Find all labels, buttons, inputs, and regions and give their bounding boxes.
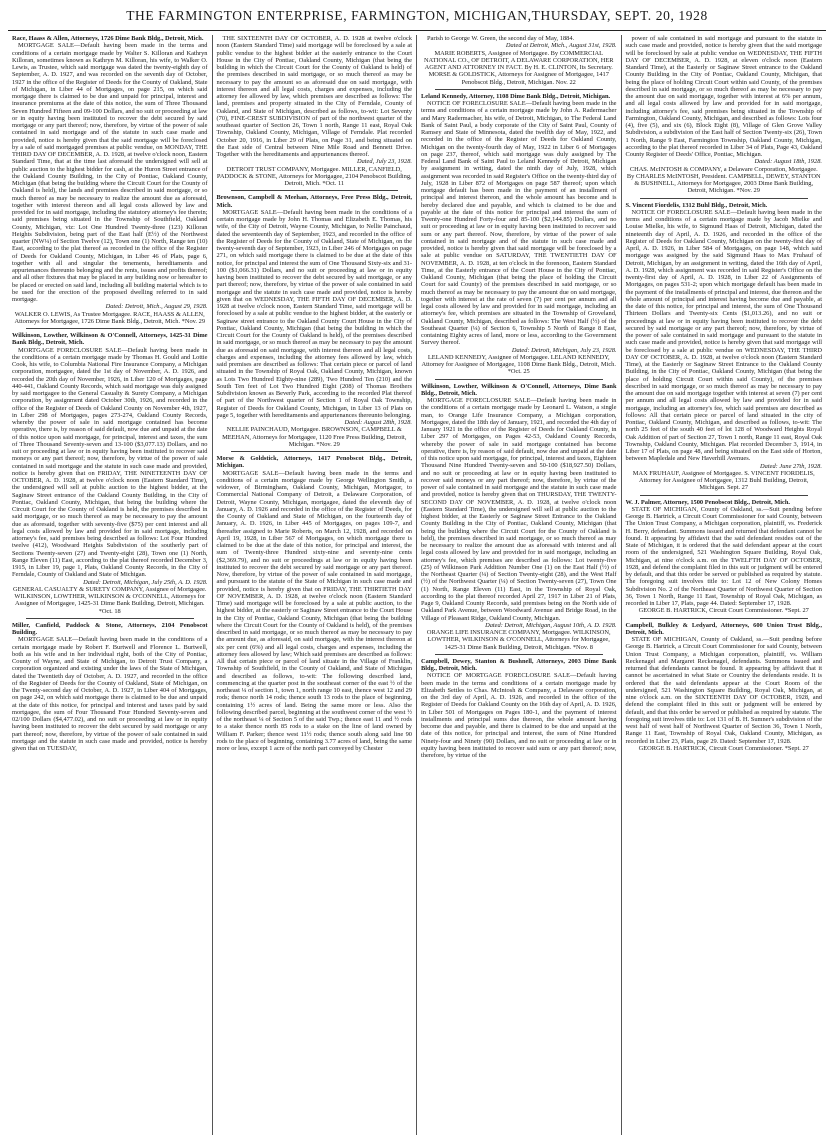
notice-date: Dated: Detroit, Michigan, July 23, 1928. [511, 346, 617, 354]
notice-date: Dated: Detroit, Michigan, August 10th, A. D. 1928. [485, 621, 617, 629]
notice-signature: GENERAL CASUALTY & SURETY COMPANY, Assignee of Mortgagee. WILKINSON, LOWTHER, WILKINSON & O'CONNELL, Attorneys for Assignee of Mortgagee, 1425-31 Dime Bank Building, Detroit, Michigan. *Oct. 18 [13, 585, 207, 615]
legal-notice [217, 455, 413, 752]
notice-signature: WALKER O. LEWIS, As Trustee Mortgagee. RACE, HAASS & ALLEN, Attorneys for Mortgagee, 1726 Dime Bank Bldg., Detroit, Mich. *Nov. 29 [14, 310, 206, 325]
notice-body: STATE OF MICHIGAN, County of Oakland, ss.—Suit pending before George B. Hartrick, a Circuit Court Commissioner for said County, between The Union Trust Company, a Michigan corporation, plaintiff, vs. Frederick H. Berry, defendant. Summons issued and returned that defendant cannot be found. It appearing by affidavit that the said defendant resides out of the State of Michigan, it is ordered that the said defendant appear at the court room of the undersigned, 521 Washington Square Building, Royal Oak, Michigan, at nine o'clock a.m. on the TWELFTH DAY OF OCTOBER, 1928, and defend the complaint filed in this suit or judgment will be entered by default, and that this order be served or published as required by statute. The foregoing suit involves title to: Lot 12 of New Colony Homes Subdivision No. 2 of the Northeast Quarter of Northwest Quarter of Section 36, Town 1 North, Range 11 East, Township of Royal Oak, Michigan, as recorded in Liber 17, Plats, page 44. Dated: September 17, 1928. [625, 505, 822, 607]
notice-body: Parish to George W. Green, the second day of May, 1884. [427, 35, 575, 42]
column-2 [213, 35, 418, 1135]
notice-separator [435, 89, 603, 90]
legal-notice [12, 35, 208, 325]
notice-heading: Race, Haass & Allen, Attorneys, 1726 Dime Bank Bldg., Detroit, Mich. [12, 35, 204, 42]
notice-date: Dated: June 27th, 1928. [760, 462, 822, 470]
legal-notice [217, 35, 413, 187]
notice-separator [435, 654, 603, 655]
notice-signature: MARIE ROBERTS, Assignee of Mortgagee. By COMMERCIAL NATIONAL CO., OF DETROIT, A DELAWARE CORPORATION, HER AGENT AND ATTORNEY IN FACT. By H. E. CLINTON, Its Secretary. MORSE & GOLDSTICK, Attorneys for Assignee of Mortgagee, 1417 Penobscot Bldg., Detroit, Michigan. Nov. 22 [423, 49, 614, 86]
legal-notice [421, 93, 617, 376]
notice-separator [640, 198, 808, 199]
legal-notice [421, 35, 617, 86]
notice-separator [26, 328, 194, 329]
notice-heading: Brownson, Campbell & Meehan, Attorneys, Free Press Bldg., Detroit, Mich. [216, 194, 412, 209]
notice-body: NOTICE OF MORTGAGE FORECLOSURE SALE—Default having been made in the terms and conditions of a certain mortgage made by Elizabeth Settles to Chas. McIntosh & Company, a Delaware corporation, on the 3rd day of April, A. D. 1926, and recorded in the office of the Register of Deeds for Oakland County on the 16th day of April, A. D. 1926, in Liber 501 of Mortgages on Pages 180-1, and the payment of interest installments and principal sums due thereon, the whole amount having become due and payable, and there is claimed to be due and unpaid at the date of this notice, for principal and interest, the sum of Nine Hundred Ninety-four and Ninety (90) Dollars, and no suit or proceeding at law or in equity having been instituted to recover said sum or any part thereof; now, therefore, by virtue of the [421, 672, 617, 759]
notice-date: Dated, July 23, 1928. [356, 158, 412, 166]
legal-notice [421, 658, 617, 760]
notice-body: THE SIXTEENTH DAY OF OCTOBER, A. D. 1928 at twelve o'clock noon (Eastern Standard Time) said mortgage will be foreclosed by a sale at public vendue to the highest bidder at the easterly entrance to the Court House in the City of Pontiac, Oakland County, Michigan (that being the building in which the Circuit Court for the County of Oakland is held) of the premises described in said mortgage, or so much thereof as may be necessary to pay the amount so as aforesaid due on said mortgage, with interest thereon and all legal costs, charges and expenses, including the attorney fee allowed by law, which premises are described as follows: The land, premises and property situated in the City of Ferndale, County of Oakland, and State of Michigan, described as follows, to-wit: Lot Seventy (70), FINE-CREST SUBDIVISION of part of the northwest quarter of the southeast quarter of Section 26, Town 1 north, Range 11 east, Royal Oak Township, Oakland County, Michigan, Village of Ferndale. Plat recorded October 20, 1916, in Liber 29 of Plats, on Page 31, and being situated on the East side of Central between Nine Mile Road and Bennett Drive. Together with the hereditaments and appurtenances thereof. [216, 35, 412, 158]
notice-heading: Campbell, Dewey, Stanton & Bushnell, Attorneys, 2003 Dime Bank Bldg., Detroit, Mich. [421, 657, 617, 672]
notice-heading: S. Vincent Fiordelis, 1312 Buhl Bldg., Detroit, Mich. [625, 201, 768, 209]
notice-signature: ORANGE LIFE INSURANCE COMPANY, Mortgagee. WILKINSON, LOWTHER, WILKINSON & O'CONNELL, Attorneys for Mortgagee, 1425-31 Dime Bank Building, Detroit, Michigan. *Nov. 8 [426, 629, 611, 651]
notice-date: Dated: August 18th, 1928. [754, 158, 822, 166]
notice-body: STATE OF MICHIGAN, County of Oakland, ss.—Suit pending before George B. Hartrick, a Circuit Court Commissioner for said County, between Union Trust Company, a Michigan corporation, plaintiff, vs. William Reckenagel and Margaret Reckenagel, defendants. Summons issued and returned that defendants cannot be found. It appearing by affidavit that it cannot be ascertained in what State or Country the defendants reside. It is ordered that the said defendants appear at the Court Room of the undersigned, 521 Washington Square Building, Royal Oak, Michigan, at nine o'clock a.m. on the SIXTEENTH DAY OF OCTOBER, 1928, and defend the complaint filed in this suit or judgment will be entered by default, and that this order be served or published as required by statute. The foregoing suit involves title to: Lot 131 of B. H. Sumner's subdivision of the west half of west half of Northwest Quarter of Section 36, Town 1 North, Range 11 East, Township of Royal Oak, Oakland County, Michigan, as recorded in Liber 23, Plats, page 29. Dated: September 17, 1928. [625, 636, 822, 745]
notice-signature: CHAS. McINTOSH & COMPANY, a Delaware Corporation, Mortgagee. By CHARLES McINTOSH, President. CAMPBELL, DEWEY, STANTON & BUSHNELL, Attorneys for Mortgagee, 2003 Dime Bank Building, Detroit, Michigan. *Nov. 29 [626, 165, 821, 195]
masthead-rule [8, 30, 826, 31]
column-4 [622, 35, 826, 1135]
notice-heading: Wilkinson, Lowther, Wilkinson & O'Connell, Attorneys, Dime Bank Bldg., Detroit, Mich. [421, 382, 617, 397]
notice-body: MORTGAGE SALE—Default having been made in the conditions of a certain mortgage made by Robert F. Burtwell and Florence L. Burtwell, both as his wife and in her individual right, both of the City of Pontiac, County of Wayne, and State of Michigan, to Detroit Trust Company, a corporation organized and existing under the laws of the State of Michigan, dated the Twentieth day of October, A. D. 1927, and recorded in the office of the Register of Deeds for the County of Oakland, State of Michigan, on the Twenty-second day of October, A. D. 1927, in Liber 404 of Mortgages, on page 242, on which said mortgage there is claimed to be due and unpaid at the date of this notice, for principal and interest and taxes paid by said mortgagee, the sum of Four Thousand Four Hundred Seventy-seven and 02/100 Dollars ($4,477.02), and no suit or proceeding at law or in equity having been instituted to recover the debt secured by said mortgage or any part thereof; now, therefore, by virtue of the power of sale contained in said mortgage and the statute in such case made and provided, notice is hereby given that on TUESDAY, [12, 636, 208, 752]
notice-heading: Miller, Canfield, Paddock & Stone, Attorneys, 2104 Penobscot Building. [12, 621, 208, 636]
masthead-text: THE FARMINGTON ENTERPRISE, FARMINGTON, MICHIGAN,THURSDAY, SEPT. 20, 1928 [126, 8, 708, 23]
masthead [8, 6, 826, 26]
notice-heading: Campbell, Bulkley & Ledyard, Attorneys, 600 Union Trust Bldg., Detroit, Mich. [625, 621, 822, 636]
notice-body: MORTGAGE SALE—Default having been made in the terms and conditions of a certain mortgage made by Walter S. Killoran and Kathryn Killoran, sometimes known as Kathryn M. Killoran, his wife, to Walker O. Lewis, as Trustee, which said mortgage was dated the twenty-eighth day of September, A. D. 1927, and was recorded on the seventh day of October, 1927 in the office of the Register of Deeds for the County of Oakland, State of Michigan, in Liber 44 of Mortgages, on page 215, on which said mortgage there is claimed to be due and unpaid for principal, interest and insurance premiums at the date of this notice, the sum of Three Thousand Seven Hundred Fifteen and 09-100 Dollars, and no suit or proceeding at law or in equity having been instituted to recover the debt secured by said mortgage or any part thereof; now, therefore, by virtue of the power of sale contained in said mortgage and of the statute in such case made and provided, notice is hereby given that the said mortgage will be foreclosed by a sale of said mortgaged premises at public vendue, on MONDAY, THE THIRD DAY OF DECEMBER, A. D. 1928, at twelve o'clock noon, Eastern Standard Time, that at the time last aforesaid the undersigned will sell at public auction to the highest bidder for cash, at the Huron Street entrance of the Oakland County Building, in the City of Pontiac, Oakland County, Michigan (that being the building where the Circuit Court for the County of Oakland is held), the lands and premises described in said mortgage, or so much thereof as may be necessary to realize the amount due as aforesaid, together with interest thereon and all legal costs allowed by law and provided for in said mortgage, including the statutory attorney's fee therein; said premises being situated in the Township of Southfield, Oakland County, Michigan, viz: Lot One Hundred Twenty-three (123) Killoran Heights Subdivision, being part of the East half (E½) of the Northwest quarter (NW¼) of Section Twelve (12), Town one (1) North, Range ten (10) East, according to the plat thereof as recorded in the office of the Register of Deeds for Oakland County, Michigan, in Liber 46 of Plats, page 6, together with all and singular the tenements, hereditaments and appurtenances thereunto belonging and the rents, issues and profits thereof; and all other fixtures that may be placed in any building now or hereafter to be placed or erected on said land, including all building material which is to be used for the erection of the proposed dwelling referred to in said mortgage. [12, 42, 208, 303]
notice-heading: W. J. Palmer, Attorney, 1500 Penobscot Bldg., Detroit, Mich. [625, 498, 790, 506]
notice-signature: LELAND KENNEDY, Assignee of Mortgagee. LELAND KENNEDY, Attorney for Assignee of Mortgagee, 1108 Dime Bank Bldg., Detroit, Mich. *Oct. 25 [421, 353, 616, 376]
legal-notice [12, 332, 208, 615]
notice-signature: GEORGE B. HARTRICK, Circuit Court Commissioner. *Sept. 27 [638, 607, 809, 615]
notice-body: power of sale contained in said mortgage and pursuant to the statute in such case made and provided, notice is hereby given that the said mortgage will be foreclosed by sale at public vendue on WEDNESDAY, THE FIFTH DAY OF DECEMBER, A. D. 1928, at eleven o'clock noon (Eastern Standard Time), at the Easterly or Saginaw Street entrance to the Oakland County Building in the City of Pontiac, Oakland County, Michigan, that being the place of holding Circuit Court within said County, of the premises described in said mortgage, or so much thereof as may be necessary to pay the amount due on said mortgage, together with interest at 6% per annum, and all legal costs allowed by law and provided for in said mortgage, including attorney's fee, said premises being situated in the Township of Farmington, Oakland County, Michigan, and described as follows: Lots four (4), five (5), and six (6), Block Eight (8), Village of Glen Grove Valley Subdivision, a subdivision of the East half of Section Twenty-six (26), Town 1 North, Range 9 East, Farmington Township, Oakland County, Michigan, according to the plat thereof recorded in Liber 34 of Plats, Page 43, Oakland County Register of Deeds' Office, Pontiac, Michigan. [625, 35, 822, 158]
notice-heading: Leland Kennedy, Attorney, 1108 Dime Bank Bldg., Detroit, Michigan. [421, 92, 611, 100]
legal-notice [626, 499, 822, 615]
notice-body: NOTICE OF FORECLOSURE SALE—Default having been made in the terms and conditions of a certain mortgage made by Jacob Mielke and Louise Mielke, his wife, to Sigmund Haas of Detroit, Michigan, dated the nineteenth day of April, A. D. 1926, and recorded in the office of the Register of Deeds for Oakland County, Michigan on the twenty-first day of April, A. D. 1926, in Liber 584 of Mortgages, on page 148, which said mortgage was assigned by the said Sigmund Haas to Max Fruhauf of Detroit, Michigan, by an assignment in writing, dated the 16th day of April, A. D. 1928, which assignment was recorded in said Register's Office on the twenty-first day of April, A. D. 1928, in Liber 22 of Assignments of Mortgages, on pages 531-2; upon which mortgage default has been made in the payment of the installments of principal and interest, due thereon and the whole amount of principal and interest having become due and payable, at the date of this notice, for principal and interest, the sum of One Thousand Thirteen Dollars and Twenty-six Cents ($1,013.26), and no suit or proceedings at law or in equity having been instituted to recover the debt secured by said mortgage or any part thereof; now, therefore, by virtue of the power of sale contained in said mortgage and pursuant to the statute in such case made and provided, notice is hereby given that said mortgage will be foreclosed by a sale at public vendue on WEDNESDAY, THE THIRD DAY OF OCTOBER, A. D. 1928, at twelve o'clock noon (Eastern Standard Time), at the Easterly or Saginaw Street Entrance to the Oakland County Building, in the City of Pontiac, Oakland County, Michigan (that being the place of holding Circuit Court within said County), of the premises described in said mortgage, or so much thereof as may be necessary to pay the amount due on said mortgage together with interest at seven (7) per cent per annum and all legal costs allowed by law and provided for in said mortgage, including an attorney's fee, which said premises are described as follows: All that certain piece or parcel of land situated in the city of Pontiac, Oakland County, Michigan, and described as follows, to-wit: The north 25 feet of the south 40 feet of lot 128 of Woodward Heights Royal Oak Addition of part of Section 27, Town 1 north, Range 11 east, Royal Oak Township, Oakland County, Michigan. Plat recorded December 3, 1914, in Liber 17 of Plats, on page 48, and being situated on the East side of Horton, between Mapledale and New Haverhill Avenues. [625, 208, 822, 463]
notice-body: MORTGAGE SALE—Default having been made in the conditions of a certain mortgage made by John H. Thomas and Elizabeth E. Thomas, his wife, of the City of Detroit, Wayne County, Michigan, to Nellie Painchaud, dated the seventeenth day of September, 1923, and recorded in the office of the Register of Deeds for the County of Oakland, State of Michigan, on the twenty-seventh day of September, 1923, in Liber 246 of Mortgages on page 271, on which said mortgage there is claimed to be due at the date of this notice, for principal and interest the sum of One Thousand Sixty-six and 31-100 ($1,066.31) Dollars, and no suit or proceeding at law or in equity having been instituted to recover the debt secured by said mortgage, or any part thereof; now, therefore, by virtue of the power of sale contained in said mortgage and the statute in such case made and provided, notice is hereby given that on WEDNESDAY, THE FIFTH DAY OF DECEMBER, A. D. 1928 at twelve o'clock noon, Eastern Standard Time, said mortgage will be foreclosed by a sale at public vendue to the highest bidder, at the easterly or Saginaw street entrance to the Oakland County Court House in the City of Pontiac, Oakland County, Michigan (that being the building in which the Circuit Court for the County of Oakland is held), of the premises described in said mortgage, or so much thereof as may be necessary to pay the amount due as aforesaid on said mortgage, with interest thereon and all legal costs, charges and expenses, including the attorney fees allowed by law, which said premises are described as follows: That certain piece or parcel of land situated in the Township of Royal Oak, Oakland County, Michigan, known as Lots Two Hundred Eighty-nine (289), Two Hundred Ten (210) and the South Ten feet of Lot Two Hundred Eight (208) of Thomas Brothers Subdivision known as Beverly Park, according to the recorded Plat thereof of part of the Northwest quarter of Section 1 of Royal Oak Township, Register of Deeds for Oakland County, Michigan, in Liber 13 of Plats on page 5, together with hereditaments and appurtenances thereunto belonging. [216, 208, 412, 419]
notice-body: MORTGAGE SALE—Default having been made in the terms and conditions of a certain mortgage made by George Wellington Smith, a widower, of Birmingham, Oakland County, Michigan, Mortgagor, to Commercial National Company of Detroit, a Delaware Corporation, of Detroit, Wayne County, Michigan, mortgagee, dated the eleventh day of January, A. D. 1926 and recorded in the office of the Register of Deeds, for the County of Oakland and State of Michigan, on the fourteenth day of January, A. D. 1926, in Liber 445 of Mortgages, on pages 109-7, and thereafter assigned to Marie Roberts, on March 12, 1928, and recorded on April 19, 1928, in Liber 567 of Mortgages, on which mortgage there is claimed to be due at the date of this notice, for principal and interest, the sum of Twenty-three Hundred sixty-nine and seventy-nine cents ($2,369.79), and no suit or proceedings at law or in equity having been instituted to recover the debt secured by said mortgage or any part thereof. Now, therefore, by virtue of the power of sale contained in said mortgage, and pursuant to the statute of the State of Michigan in such case made and provided, notice is hereby given that on FRIDAY, THE THIRTIETH DAY OF NOVEMBER, A. D. 1928, at twelve o'clock noon (Eastern Standard Time) said mortgage will be foreclosed by a sale at public auction, to the highest bidder, at the easterly or Saginaw Street entrance to the Court House in the City of Pontiac, Oakland County, Michigan (that being the building where the Circuit Court for the County of Oakland is held), of the premises described in said mortgage, or so much thereof as may be necessary to pay the amount due, as aforesaid, on said mortgage, with the interest thereon at six per cent (6%) and all legal costs, charges and expenses, including the attorney fees allowed by law; Which said premises are described as follows: All that certain piece or parcel of land situate in the Village of Franklin, Township of Southfield, in the County of Oakland, and State of Michigan and described as follows, to-wit: The following described land, commencing at the quarter post in the southeast corner of the east ½ of the northeast ¼ of section 1, town 1, north range 10 east, thence west 12 and 29 rods; thence north 14 rods; thence south 13 rods to the place of beginning, containing 1½ acres of land. Being the same more or less. Also the following described parcel, beginning at the southwest corner of the west ½ of the northeast ¼ of Section 5 of the said Twp.; thence east 11 and ½ rods to a stake thence north 85 rods to a stake on the line of land owned by William F. Parker; thence west 11½ rods; thence south along said line 90 rods to the place of beginning, containing 3.77 acres of land, being the same more or less, except 1 acre of the north part conveyed by Chester [216, 469, 412, 752]
notice-body: MORTGAGE FORECLOSURE SALE—Default having been made in the conditions of a certain mortgage made by Thomas H. Gould and Lottie Cook, his wife, to Columbia National Fire Insurance Company, a Michigan corporation, mortgagee, dated the 1st day of November, A. D. 1926, and recorded the 20th day of November, 1926, in Liber 120 of Mortgages, page 440-441, Oakland County Records, which said mortgage was duly assigned by said mortgagee to the General Casualty & Surety Company, a Michigan corporation, by assignment dated October 30th, 1926, and recorded in the office of the Register of Deeds of Oakland County on November 4th, 1927, in Liber 298 of Mortgages, pages 273-274, Oakland County Records, whereby the power of sale in said mortgage contained has become operative, there is, by reason of said default, now due and unpaid at the date of this notice upon said mortgage, for principal, interest and taxes, the sum of Three Thousand Seventy-seven and 13-100 ($3,077.13) Dollars, and no suit or proceeding at law or in equity having been instituted to recover said moneys or any part thereof; now, therefore, by virtue of the power of sale contained in said mortgage and the statute in such case made and provided, notice is hereby given that on FRIDAY, THE NINETEENTH DAY OF OCTOBER, A. D. 1928, at twelve o'clock noon (Eastern Standard Time), the undersigned will sell at public auction to the highest bidder, at the Saginaw Street entrance of the Oakland County Building, in the City of Pontiac, Oakland County, Michigan, that being the building where the Circuit Court for the County of Oakland is held, the premises described in said mortgage, or so much thereof as may be necessary to pay the amount due as aforesaid, together with seventy-five ($75) per cent interest and all legal costs allowed by law and provided for in said mortgage, including attorney's fee, said premises being described as follows: Lot Four Hundred twelve (412), Woodward Heights Subdivision of the southerly part of Sections Twenty-seven (27) and Twenty-eight (28), Town one (1) North, Range Eleven (11) East, according to the plat thereof recorded December 3, 1915, in Liber 19, page 1, Plats, Oakland County Records, in the City of Ferndale, County of Oakland and State of Michigan. [12, 346, 208, 579]
legal-notice [217, 194, 413, 448]
notice-body: MORTGAGE FORECLOSURE SALE—Default having been made in the conditions of a certain mortgage made by Leonard L. Watson, a single man, to Orange Life Insurance Company, a Michigan corporation, Mortgagee, dated the 18th day of January, 1921, and recorded the 4th day of January 1921 in the office of the Register of Deeds for Oakland County, in Liber 297 of Mortgages, on Pages 42-53, Oakland County Records, whereby the power of sale in said mortgage contained has become operative, there is, by reason of said default, now due and unpaid at the date of this notice upon said mortgage, for principal, interest and taxes, Eighteen Thousand Nine Hundred Twenty-seven and 50-100 ($18,927.50) Dollars, and no suit or proceeding at law or in equity having been instituted to recover said moneys or any part thereof; now, therefore, by virtue of the power of sale contained in said mortgage and the statute in such case made and provided, notice is hereby given that on THURSDAY, THE TWENTY-SECOND DAY OF NOVEMBER, A. D. 1928, at twelve o'clock noon (Eastern Standard Time), the undersigned will sell at public auction to the highest bidder, at the Easterly or Saginaw Street Entrance to the Oakland County Building in the City of Pontiac, Oakland County, Michigan (that being the building where the Circuit Court for the County of Oakland is held), the premises described in said mortgage, or so much thereof as may be necessary to realize the amount due as aforesaid with interest and all legal costs allowed by law and provided for in said mortgage, including an attorney's fee, which premises are described as follows: Lot twenty-five (25) of Wilkinson Park Addition Number One (1) on the East Half (½) of the Northeast Quarter (¼) of Section Twenty-eight (28), and the West Half (½) of the Northwest Quarter (¼) of Section Twenty-seven (27), Town One (1) North, Range Eleven (11) East, in the Township of Royal Oak, according to the plat thereof recorded April 27, 1917 in Liber 21 of Plats, Page 9, Oakland County Records, said premises being on the North side of Oakland Park Avenue, between Woodward Avenue and Bridge Road, in the Village of Pleasant Ridge, Oakland County, Michigan. [421, 397, 617, 622]
notice-signature: MAX FRUHAUF, Assignee of Mortgagee. S. VINCENT FIORDELIS, Attorney for Assignee of Mortgagee, 1312 Buhl Building, Detroit, Michigan. Sept. 27 [632, 469, 815, 492]
notice-separator [231, 451, 399, 452]
notice-date: Dated at Detroit, Mich., August 31st, 1928. [505, 42, 617, 50]
notice-date: Dated: Detroit, Mich., August 29, 1928. [105, 303, 208, 311]
notice-separator [435, 379, 603, 380]
notice-signature: GEORGE B. HARTRICK, Circuit Court Commissioner. *Sept. 27 [638, 744, 809, 752]
notice-signature: NELLIE PAINCHAUD, Mortgagee. BROWNSON, CAMPBELL & MEEHAN, Attorneys for Mortgagee, 1120 Free Press Building, Detroit, Michigan. *Nov. 29 [222, 426, 407, 448]
column-3 [417, 35, 622, 1135]
notice-separator [640, 618, 808, 619]
legal-notice [12, 622, 208, 753]
notice-separator [26, 618, 194, 619]
notice-body: NOTICE OF FORECLOSURE SALE—Default having been made in the terms and conditions of a certain mortgage made by John A. Radermacher and Mary Radermacher, his wife, of Detroit, Michigan, to The Federal Land Bank of Saint Paul, a body corporate of the City of Saint Paul, County of Ramsey and State of Minnesota, dated the twelfth day of May, 1922, and recorded in the office of the Register of Deeds for Oakland County, Michigan on the twenty-fourth day of May, 1922 in Liber 6 of Mortgages on page 237, thereof, which said mortgage was duly assigned by The Federal Land Bank of Saint Paul to Leland Kennedy of Detroit, Michigan by assignment in writing, dated the ninth day of July, 1928, which assignment was recorded in said Register's Office on the twenty-third day of July, 1928 in Liber 872 of Mortgages on page 587 thereof; upon which mortgage default has been made in the payment of an installment of principal and interest thereon, and the whole amount has become and is hereby declared due and payable, and which is claimed to be due and payable at the date of this notice for principal and interest the sum of Twenty-one Hundred Forty-four and 85-100 ($2,144.85) Dollars, and no suit or proceeding at law or in equity having been instituted to recover said sum or any part thereof. Now, therefore, by virtue of the power of sale contained in said mortgage and of the statute in such case made and provided, notice is hereby given that said mortgage will be foreclosed by a sale at public vendue on SATURDAY, THE TWENTIETH DAY OF NOVEMBER, A. D. 1928, at ten o'clock in the forenoon, Eastern Standard Time, at the Easterly entrance of the Court House in the City of Pontiac, Oakland County, Michigan (that being the place of holding the Circuit Court for said County) of the premises described in said mortgage, or so much thereof as may be necessary to pay the amount due on said mortgage, together with interest at the rate of seven (7) per cent per annum and all legal costs allowed by law and provided for in said mortgage, including an attorney's fee, which premises are situated in the Township of Groveland, Oakland County, Michigan, described as follows: The West Half (½) of the Southeast Quarter (¼) of Section 6, Township 5 North of Range 8 East, containing Eighty acres of land, more or less, according to the Government Survey thereof. [421, 100, 617, 347]
legal-notice [626, 35, 822, 195]
legal-notice [626, 202, 822, 492]
legal-notice [626, 622, 822, 753]
legal-notice [421, 383, 617, 651]
notice-date: Dated: Detroit, Michigan, July 25th, A. D. 1928. [83, 578, 208, 586]
notice-heading: Morse & Goldstick, Attorneys, 1417 Penobscot Bldg., Detroit, Michigan. [216, 455, 412, 470]
notice-separator [231, 190, 399, 191]
column-1 [8, 35, 213, 1135]
notice-date: Dated: August 28th, 1928. [344, 419, 412, 426]
notice-heading: Wilkinson, Lowther, Wilkinson & O'Connell, Attorneys, 1425-31 Dime Bank Bldg., Detroit, Mich. [12, 332, 208, 347]
legal-notice-columns [8, 35, 826, 1135]
notice-separator [640, 495, 808, 496]
notice-signature: DETROIT TRUST COMPANY, Mortgagee. MILLER, CANFIELD, PADDOCK & STONE, Attorneys for Mortgagee, 2104 Penobscot Building, Detroit, Mich. *Oct. 11 [216, 165, 412, 187]
